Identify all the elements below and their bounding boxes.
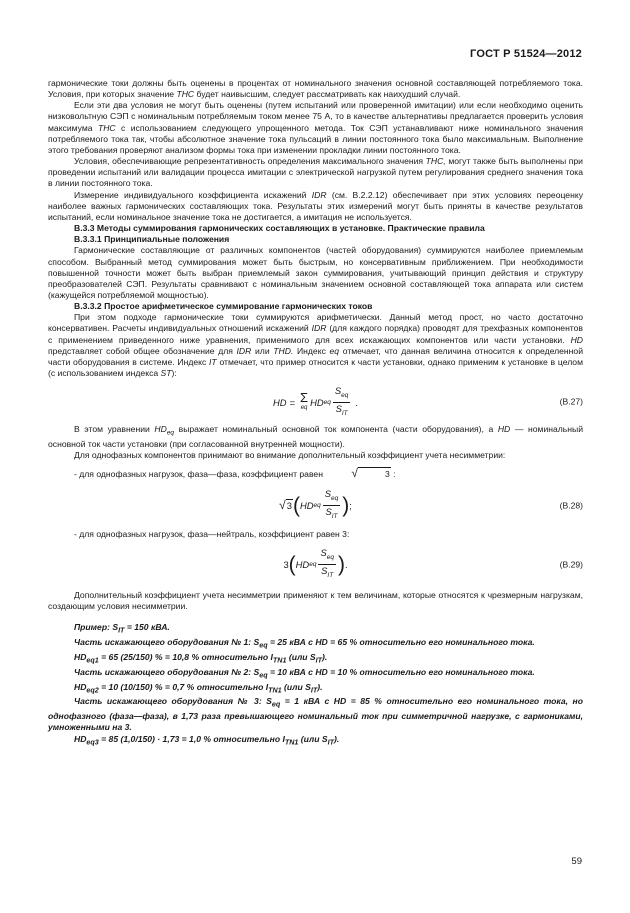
sum-operator: Σ eq: [300, 389, 309, 411]
equation-number: (В.27): [559, 396, 583, 407]
fraction: $\frac{S_{eq}}{S_{IT}}$: [320, 547, 334, 580]
paragraph: Для однофазных компонентов принимают во внимание дополнительный коэффициент учета несимметрии:: [74, 450, 506, 461]
example-line: Часть искажающего оборудования № 1: $S_{eq} = 25$ кВА с HD = 65 % относительно его номинального тока.: [74, 636, 535, 650]
equation-b29: 3 ( HD eq $\frac{S_{eq}}{S_{IT}}$ ) . (В.29): [283, 547, 583, 580]
section-heading: В.3.3.2 Простое арифметическое суммирование гармонических токов: [74, 301, 373, 312]
paragraph: Гармонические составляющие от различных компонентов (частей оборудования) суммируются наиболее приемлемым способом. Выбранный метод суммирования может быть быстрым, но консервативным приближением. При необходимости повышенной точности может быть выбран приемлемый закон суммирования, учитывающий принцип действия и структуру преобразователей СЭП. Результаты сравнивают с номинальным значением основной составляющей тока аппарата или систем (кажущейся потребляемой мощностью).: [48, 245, 583, 300]
paragraph: Измерение индивидуального коэффициента искажений IDR (см. В.2.2.12) обеспечивает при этих условиях переоценку наиболее важных гармонических составляющих тока. Результаты этих измерений могут быть приняты в качестве результатов испытаний, если номинальное значение тока не достигается, а имитация не используется.: [48, 189, 583, 222]
example-line: Часть искажающего оборудования № 3: $S_{eq} = 1$ кВА с HD = 85 % относительно его номинального тока, но однофазного (фаза—фаза), в 1,73 раза превышающего номинальный ток при симметричной нагрузке, с гармониками, умноженными на 3.: [48, 696, 583, 733]
page-content: [48, 78, 583, 748]
paragraph: Условия, обеспечивающие репрезентативность определения максимального значения THC, могут также быть выполнены при проведении испытаний или валидации процесса имитации с электрической нагрузкой путем регулирования среднего значения тока в линии постоянного тока.: [48, 156, 583, 189]
paragraph: - для однофазных нагрузок, фаза—нейтраль, коэффициент равен 3:: [74, 528, 350, 539]
page-number: 59: [571, 856, 582, 867]
paragraph: Если эти два условия не могут быть оценены (путем испытаний или проверенной имитации) или если необходимо оценить низковольтную СЭП с номинальным потребляемым током менее 75 А, то в качестве альтернативы предлагается проверить условия максимума THC с использованием следующего упрощенного метода. Ток СЭП устанавливают ниже номинального значения потребляемого тока так, чтобы абсолютное значение тока пульсаций в линии постоянного тока было максимальным. Выполнение этого требования проверяют анализом формы тока при изменении прокладки линии постоянного тока.: [48, 100, 584, 155]
sqrt-three: √ 3: [351, 466, 390, 481]
example-line: Часть искажающего оборудования № 2: $S_{eq} = 10$ кВА с HD = 10 % относительно его номинального тока.: [74, 666, 535, 680]
example-line: $HD_{eq2} = 10$ (10/150) % = 0,7 % относительно $I_{TN1}$ (или $S_{IT}$).: [74, 681, 323, 695]
example-block: [48, 622, 583, 748]
fraction: $\frac{S_{eq}}{S_{IT}}$: [334, 384, 349, 417]
fraction: $\frac{S_{eq}}{S_{IT}}$: [324, 488, 339, 520]
example-line: Пример: $S_{IT} = 150$ кВА.: [74, 622, 170, 635]
equation-b27: HD = Σ eq HD eq $\frac{S_{eq}}{S_{IT}}$ . (В.27): [273, 384, 583, 417]
example-line: $HD_{eq3} = 85$ (1,0/150) · 1,73 = 1,0 % относительно $I_{TN1}$ (или $S_{IT}$).: [74, 733, 340, 747]
equation-b28: √ 3 ( HD eq $\frac{S_{eq}}{S_{IT}}$ ) ; (В.28): [279, 488, 583, 520]
section-heading: В.3.3.1 Принципиальные положения: [74, 234, 230, 245]
paragraph: гармонические токи должны быть оценены в процентах от номинального значения основной составляющей потребляемого тока. Условия, при которых значение THC будет наивысшим, следует рассматривать как наихудший случай.: [48, 78, 583, 100]
paragraph: - для однофазных нагрузок, фаза—фаза, коэффициент равен √ 3 :: [74, 466, 396, 481]
paragraph: Дополнительный коэффициент учета несимметрии применяют к тем величинам, которые относятся к чрезмерным нагрузкам, создающим условия несимметрии.: [48, 589, 583, 611]
standard-header: ГОСТ Р 51524—2012: [470, 48, 582, 60]
equation-number: (В.29): [559, 559, 583, 570]
paragraph: При этом подходе гармонические токи суммируются арифметически. Данный метод прост, но часто достаточно консервативен. Расчеты индивидуальных отношений искажений IDR (для каждого порядка) проводят для трехфазных компонентов с применением приведенного ниже уравнения, применимого для всех искажающих компонентов или части установки. HD представляет собой общее обозначение для IDR или THD. Индекс eq отмечает, что данная величина относится к определенной части оборудования в системе. Индекс IT отмечает, что пример относится к части установки, однако применим к установке в целом (с использованием индекса ST):: [48, 312, 583, 379]
equation-number: (В.28): [559, 499, 583, 510]
section-heading: В.3.3 Методы суммирования гармонических составляющих в установке. Практические правила: [74, 223, 485, 234]
paragraph: В этом уравнении $HD_{eq}$ выражает номинальный основной ток компонента (части оборудования), а HD — номинальный основной ток части установки (при согласованной внутренней мощности).: [48, 424, 583, 450]
example-line: $HD_{eq1} = 65$ (25/150) % = 10,8 % относительно $I_{TN1}$ (или $S_{IT}$).: [74, 651, 328, 665]
